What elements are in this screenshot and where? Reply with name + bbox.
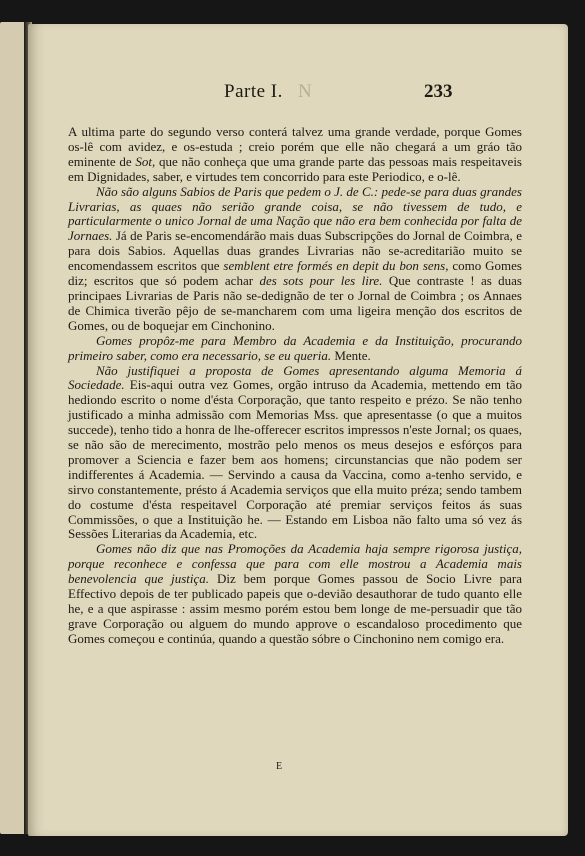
paragraph xyxy=(68,364,522,543)
paragraph xyxy=(68,542,522,646)
book-page xyxy=(28,24,568,836)
italic-run: semblent etre formés en depit du bon sens xyxy=(223,258,446,274)
paragraph xyxy=(68,185,522,334)
italic-run: Não são alguns Sabios de Paris que pedem o J. de C.: pede-se para duas grandes Livrarias, as quaes não serião grande coisa, se não tivessem de tudo, e particularmente o unico Jornal de uma Nação que não era bem conhecida por falta de Jornaes. xyxy=(68,183,522,244)
page-number: 233 xyxy=(424,81,453,102)
italic-run: Sot xyxy=(135,153,153,169)
paragraph xyxy=(68,125,522,185)
text-run: A ultima parte do segundo verso conterá talvez uma grande verdade, porque Gomes os-lê com avidez, e os-estuda ; creio porém que elle não chegará a um gráo tão eminente de xyxy=(68,124,522,169)
bleed-through-letter: N xyxy=(298,81,312,102)
text-run: Que contraste ! as duas principaes Livrarias de Paris não se-dedignão de ter o Jornal de Coimbra ; os Annaes de Chimica tiverão pêjo de se-mancharem com uma ligeira menção dos escritos de Gomes, ou de boquejar em Cinchonino. xyxy=(68,273,522,333)
italic-run: Gomes não diz que nas Promoções da Academia haja sempre rigorosa justiça, porque reconhece e confessa que para com elle mostrou a Academia mais benevolencia que justiça. xyxy=(68,541,522,587)
body-text xyxy=(68,125,522,647)
italic-run: des sots pour les lire. xyxy=(259,273,383,289)
text-run: Mente. xyxy=(331,347,371,363)
page-header xyxy=(28,81,568,109)
text-run: Já de Paris se-encomendárão mais duas Subscripções do Jornal de Coimbra, e para dois Sabios. Aquellas duas grandes Livrarias não se-acreditarião muito se encomendassem escritos que xyxy=(68,228,522,274)
paragraph xyxy=(68,334,522,364)
text-run: Diz bem porque Gomes passou de Socio Livre para Effectivo depois de ter publicado papeis que o-devião desauthorar de tudo quanto elle he, e a que aspirasse : assim mesmo porém estou bem longe de me-persuadir que tão grave Corporação ou alguem do mundo approve o escandaloso procedimento que Gomes começou e continúa, quando a questão sóbre o Cinchonino nem comigo era. xyxy=(68,571,523,646)
running-head: Parte I. xyxy=(224,81,283,102)
text-run: Eis-aqui outra vez Gomes, orgão intruso da Academia, mettendo em tão hediondo escrito o nome d'ésta Corporação, que tanto respeito e prézo. Se não tenho justificado a minha admissão com Memorias Mss. que apresentasse (o que a muitos succede), tenho tido a honra de lhe-offerecer escritos impressos n'este Jornal; os quaes, se não são de merecimento, mostrão pelo menos os meus desejos e esfórços para promover a Sciencia e fazer bem aos homens; circunstancias que não podem ser indifferentes á Academia. — Servindo a causa da Vaccina, como a-tenho servido, e sirvo constantemente, présto á Academia serviços que ella muito préza; sendo tambem do costume d'ésta respeitavel Corporação até premiar serviços feitos ás suas Commissões, o que a Instituição he. — Estando em Lisboa não falto uma só vez ás Sessões Literarias da Academia, etc. xyxy=(68,377,522,542)
text-run: , como Gomes diz; escritos que só podem achar xyxy=(68,258,522,289)
facing-page-edge xyxy=(0,22,24,834)
italic-run: Não justifiquei a proposta de Gomes apresentando alguma Memoria á Sociedade. xyxy=(68,362,522,393)
text-run: , que não conheça que uma grande parte das pessoas mais respeitaveis em Dignidades, saber, e virtudes tem concorrido para este Periodico, e o-lê. xyxy=(68,153,522,184)
italic-run: Gomes propôz-me para Membro da Academia e da Instituição, procurando primeiro saber, como era necessario, se eu queria. xyxy=(68,332,522,363)
printer-signature: E xyxy=(276,761,283,772)
